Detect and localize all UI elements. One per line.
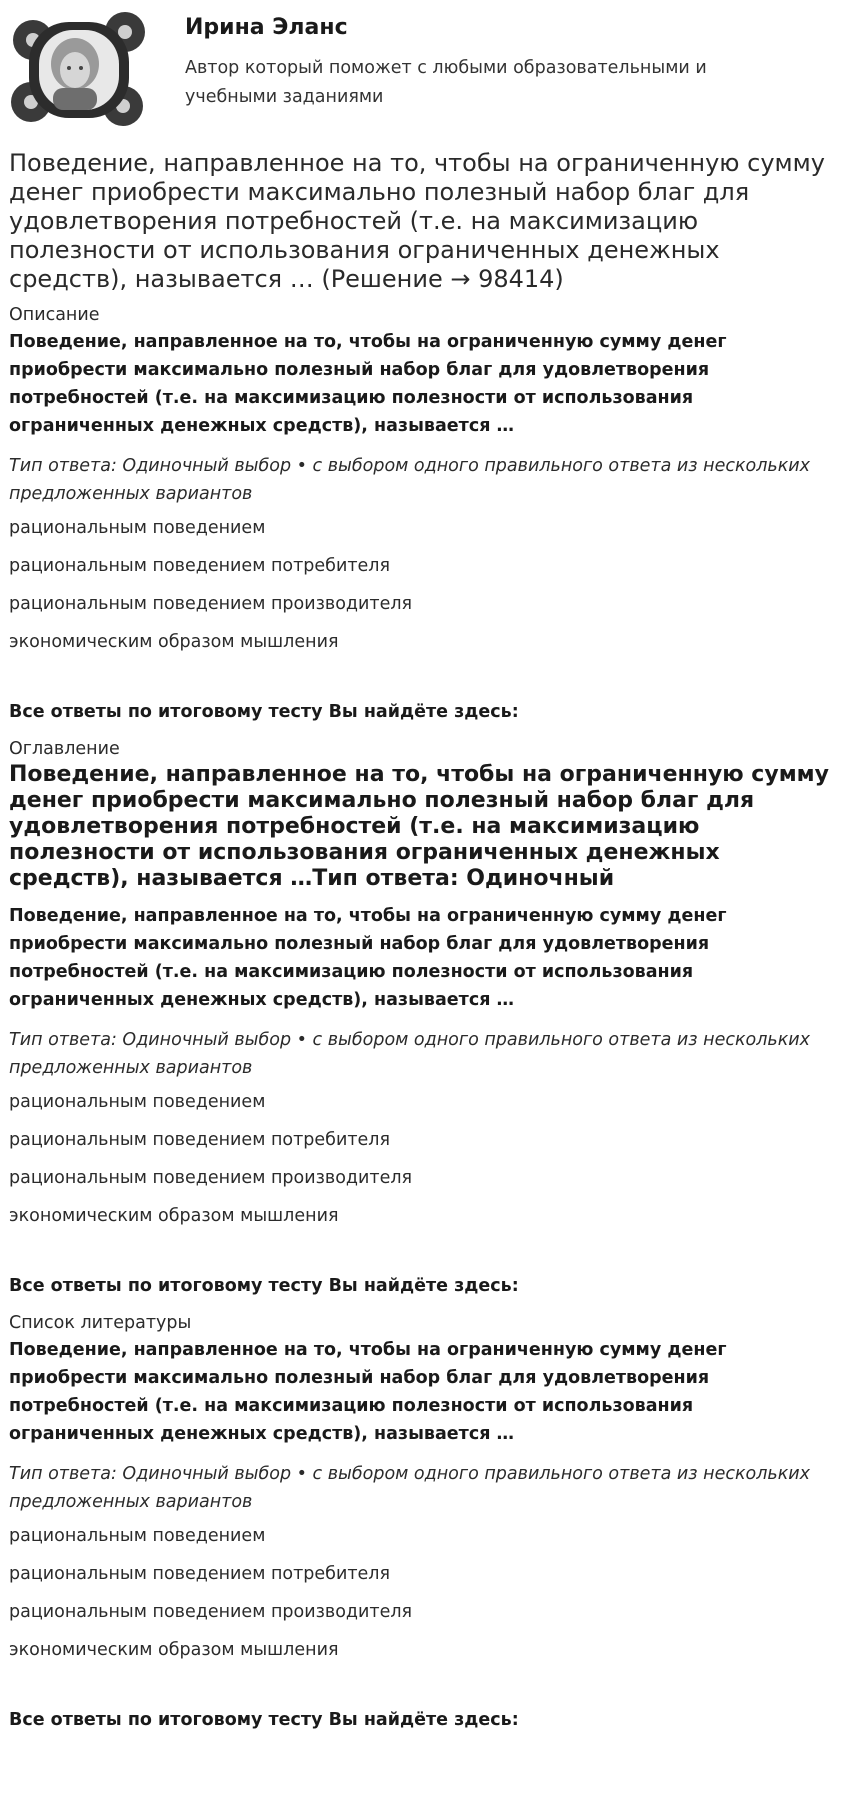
answer-type: Тип ответа: Одиночный выбор • с выбором одного правильного ответа из нескольких предложенных вариантов xyxy=(9,1030,811,1078)
section-label: Оглавление xyxy=(9,739,120,759)
page-title: Поведение, направленное на то, чтобы на ограниченную сумму денег приобрести максимально полезный набор благ для удовлетворения потребностей (т.е. на максимизацию полезности от использования ограниченных денежных средств), называется … (Решение → 98414) xyxy=(9,149,825,293)
answer-type: Тип ответа: Одиночный выбор • с выбором одного правильного ответа из нескольких предложенных вариантов xyxy=(9,1464,811,1512)
section-label: Список литературы xyxy=(9,1313,192,1333)
answer-option: экономическим образом мышления xyxy=(9,1206,339,1226)
answer-option: рациональным поведением потребителя xyxy=(9,1130,391,1150)
section-description xyxy=(9,304,838,723)
author-card xyxy=(9,0,838,140)
contents-heading: Поведение, направленное на то, чтобы на ограниченную сумму денег приобрести максимально полезный набор благ для удовлетворения потребностей (т.е. на максимизацию полезности от использования ограниченных денежных средств), называется …Тип ответа: Одиночный xyxy=(9,762,829,891)
answer-option: рациональным поведением производителя xyxy=(9,1168,413,1188)
answer-option: рациональным поведением производителя xyxy=(9,1602,413,1622)
author-info xyxy=(185,8,707,112)
question-text: Поведение, направленное на то, чтобы на ограниченную сумму денег приобрести максимально полезный набор благ для удовлетворения потребностей (т.е. на максимизацию полезности от использования ограниченных денежных средств), называется … xyxy=(9,1340,727,1444)
section-contents xyxy=(9,738,838,1297)
answer-option: рациональным поведением производителя xyxy=(9,594,413,614)
section-bibliography xyxy=(9,1312,838,1731)
answer-option: экономическим образом мышления xyxy=(9,632,339,652)
answer-type: Тип ответа: Одиночный выбор • с выбором одного правильного ответа из нескольких предложенных вариантов xyxy=(9,456,811,504)
all-answers-link[interactable]: Все ответы по итоговому тесту Вы найдёте здесь: xyxy=(9,1276,519,1296)
author-description xyxy=(185,54,707,112)
answer-option: рациональным поведением потребителя xyxy=(9,556,391,576)
answer-option: рациональным поведением xyxy=(9,1092,266,1112)
question-text: Поведение, направленное на то, чтобы на ограниченную сумму денег приобрести максимально полезный набор благ для удовлетворения потребностей (т.е. на максимизацию полезности от использования ограниченных денежных средств), называется … xyxy=(9,906,727,1010)
author-name[interactable]: Ирина Эланс xyxy=(185,15,348,40)
answer-option: рациональным поведением xyxy=(9,1526,266,1546)
answer-option: рациональным поведением xyxy=(9,518,266,538)
author-description-line: учебными заданиями xyxy=(185,87,384,107)
section-label: Описание xyxy=(9,305,100,325)
answer-option: рациональным поведением потребителя xyxy=(9,1564,391,1584)
question-text: Поведение, направленное на то, чтобы на ограниченную сумму денег приобрести максимально полезный набор благ для удовлетворения потребностей (т.е. на максимизацию полезности от использования ограниченных денежных средств), называется … xyxy=(9,332,727,436)
all-answers-link[interactable]: Все ответы по итоговому тесту Вы найдёте здесь: xyxy=(9,702,519,722)
author-description-line: Автор который поможет с любыми образовательными и xyxy=(185,58,707,78)
all-answers-link[interactable]: Все ответы по итоговому тесту Вы найдёте здесь: xyxy=(9,1710,519,1730)
author-avatar[interactable] xyxy=(9,8,149,130)
answer-option: экономическим образом мышления xyxy=(9,1640,339,1660)
